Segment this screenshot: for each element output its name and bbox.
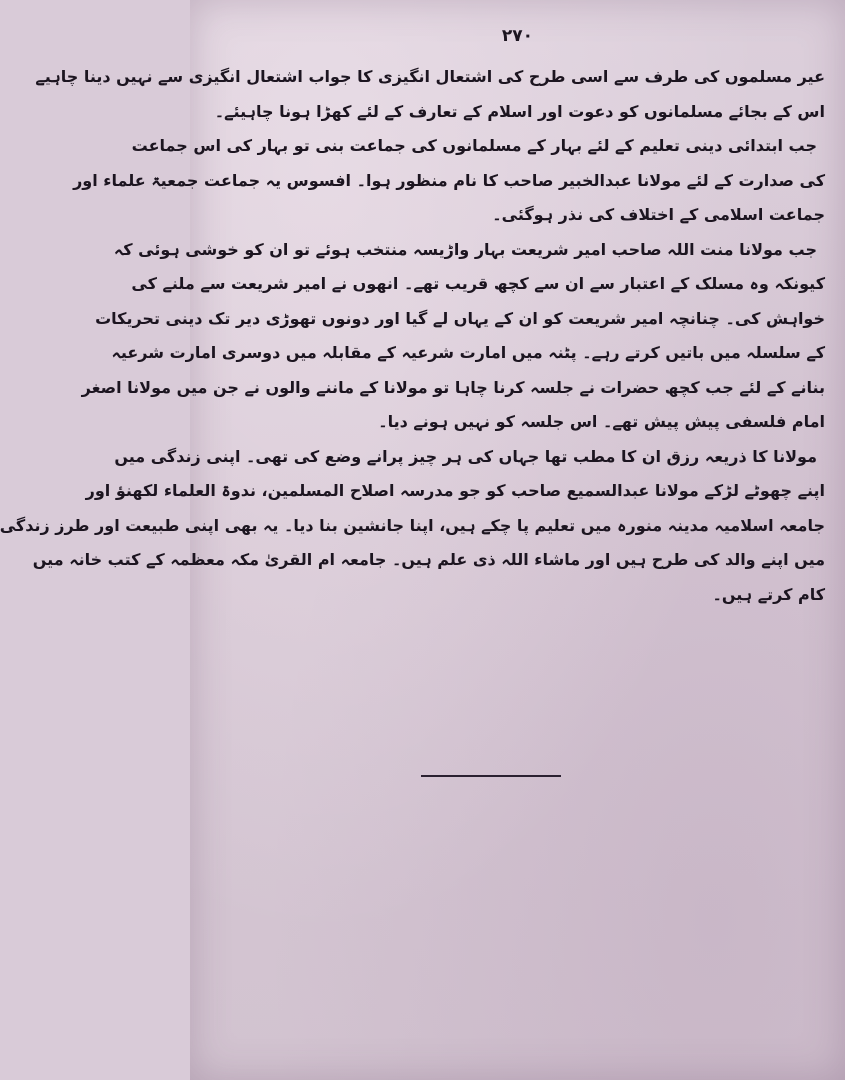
text-line: جماعت اسلامی کے اختلاف کی نذر ہوگئی۔	[492, 205, 825, 224]
end-rule	[421, 775, 561, 777]
text-line: امام فلسفی پیش پیش تھے۔ اس جلسہ کو نہیں ہونے دیا۔	[378, 412, 825, 431]
text-line: کے سلسلہ میں باتیں کرتے رہے۔ پٹنہ میں امارت شرعیہ کے مقابلہ میں دوسری امارت شرعیہ	[111, 343, 825, 362]
text-line: اس کے بجائے مسلمانوں کو دعوت اور اسلام کے تعارف کے لئے کھڑا ہونا چاہیئے۔	[214, 101, 825, 121]
text-line: کی صدارت کے لئے مولانا عبدالخبیر صاحب کا نام منظور ہوا۔ افسوس یہ جماعت جمعیۃ علماء اور	[73, 170, 825, 190]
body-text	[0, 60, 825, 612]
text-line: کام کرتے ہیں۔	[712, 584, 825, 604]
text-line: جب مولانا منت اللہ صاحب امیر شریعت بہار واڑیسہ منتخب ہوئے تو ان کو خوشی ہوئی کہ	[113, 239, 817, 259]
text-line: بنانے کے لئے جب کچھ حضرات نے جلسہ کرنا چاہا تو مولانا کے ماننے والوں نے جن میں مولانا اصغر	[81, 377, 825, 397]
text-line: میں اپنے والد کی طرح ہیں اور ماشاء اللہ ذی علم ہیں۔ جامعہ ام القریٰ مکہ معظمہ کے کتب خانہ میں	[32, 550, 825, 569]
text-line: خواہش کی۔ چنانچہ امیر شریعت کو ان کے یہاں لے گیا اور دونوں تھوڑی دیر تک دینی تحریکات	[95, 308, 825, 328]
page-number: ۲۷۰	[501, 26, 534, 46]
text-line: جامعہ اسلامیہ مدینہ منورہ میں تعلیم پا چکے ہیں، اپنا جانشین بنا دیا۔ یہ بھی اپنی طبیعت اور طرز زندگی	[0, 515, 825, 535]
text-line: عیر مسلموں کی طرف سے اسی طرح کی اشتعال انگیزی کا جواب اشتعال انگیزی سے نہیں دینا چاہیے	[35, 67, 825, 86]
text-line: جب ابتدائی دینی تعلیم کے لئے بہار کے مسلمانوں کی جماعت بنی تو بہار کی اس جماعت	[131, 136, 817, 155]
text-line: مولانا کا ذریعہ رزق ان کا مطب تھا جہاں کی ہر چیز پرانے وضع کی تھی۔ اپنی زندگی میں	[114, 446, 817, 466]
text-line: اپنے چھوٹے لڑکے مولانا عبدالسمیع صاحب کو جو مدرسہ اصلاح المسلمین، ندوۃ العلماء لکھنؤ اور	[85, 481, 825, 500]
text-line: کیونکہ وہ مسلک کے اعتبار سے ان سے کچھ قریب تھے۔ انھوں نے امیر شریعت سے ملنے کی	[131, 274, 825, 293]
